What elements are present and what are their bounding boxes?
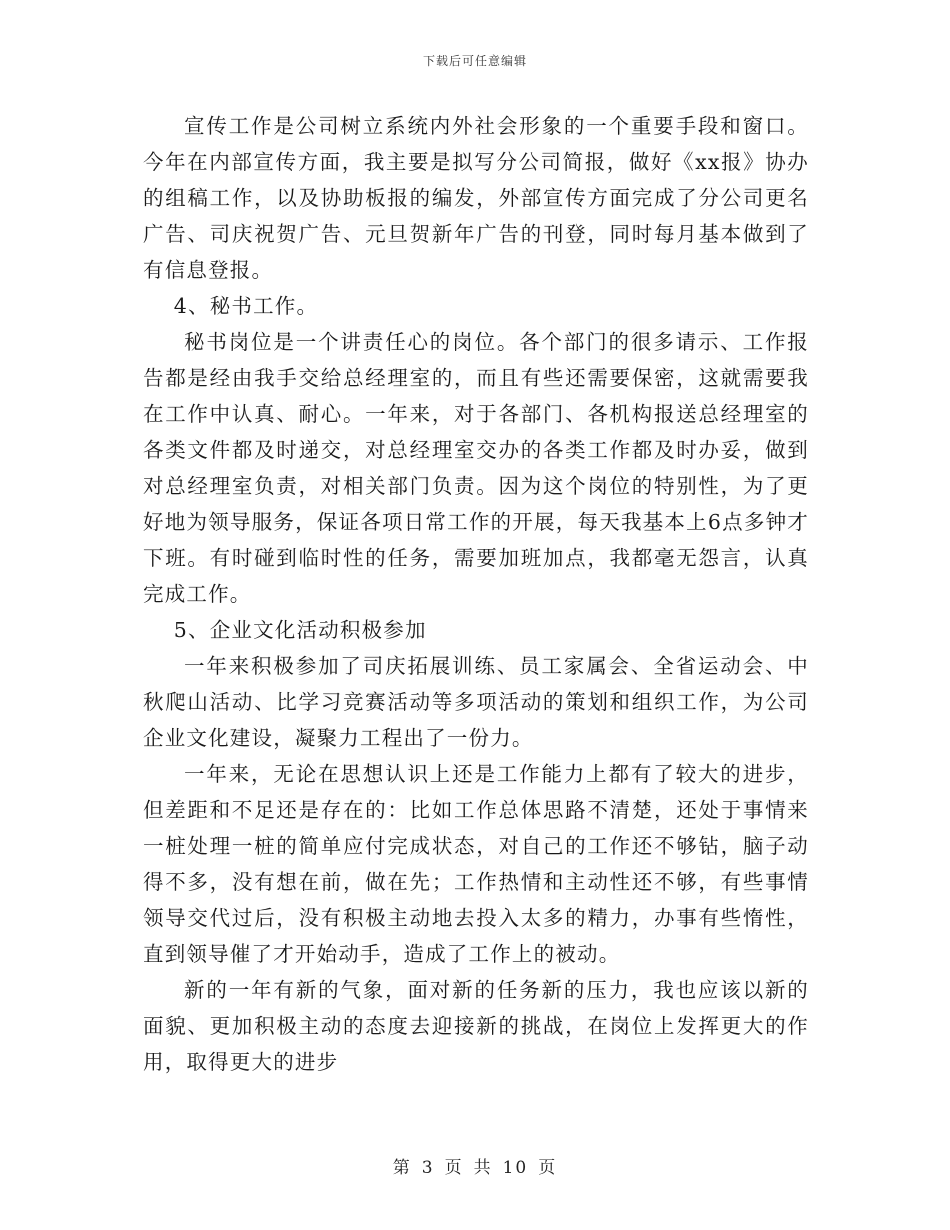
page-footer — [0, 1153, 950, 1178]
paragraph-shortcomings: 一年来，无论在思想认识上还是工作能力上都有了较大的进步，但差距和不足还是存在的：比如工作总体思路不清楚，还处于事情来一桩处理一桩的简单应付完成状态，对自己的工作还不够钻，脑子动得不多，没有想在前，做在先；工作热情和主动性还不够，有些事情领导交代过后，没有积极主动地去投入太多的精力，办事有些惰性，直到领导催了才开始动手，造成了工作上的被动。 — [143, 762, 809, 966]
paragraph-secretary: 秘书岗位是一个讲责任心的岗位。各个部门的很多请示、工作报告都是经由我手交给总经理室的，而且有些还需要保密，这就需要我在工作中认真、耐心。一年来，对于各部门、各机构报送总经理室的各类文件都及时递交，对总经理室交办的各类工作都及时办妥，做到对总经理室负责，对相关部门负责。因为这个岗位的特别性，为了更好地为领导服务，保证各项日常工作的开展，每天我基本上6点多钟才下班。有时碰到临时性的任务，需要加班加点，我都毫无怨言，认真完成工作。 — [143, 330, 809, 606]
footer-total-unit: 页 — [538, 1158, 558, 1178]
footer-prefix: 第 — [392, 1158, 412, 1178]
footer-total-prefix: 共 — [473, 1158, 493, 1178]
section-heading-secretary: 4、秘书工作。 — [173, 294, 319, 318]
paragraph-outlook: 新的一年有新的气象，面对新的任务新的压力，我也应该以新的面貌、更加积极主动的态度去迎接新的挑战，在岗位上发挥更大的作用，取得更大的进步 — [143, 978, 809, 1074]
footer-page-unit: 页 — [444, 1158, 464, 1178]
paragraph-culture: 一年来积极参加了司庆拓展训练、员工家属会、全省运动会、中秋爬山活动、比学习竞赛活动等多项活动的策划和组织工作，为公司企业文化建设，凝聚力工程出了一份力。 — [143, 654, 809, 750]
section-heading-culture: 5、企业文化活动积极参加 — [173, 618, 427, 642]
document-body — [143, 108, 809, 1080]
footer-total-pages: 10 — [502, 1158, 529, 1178]
page-header-note: 下载后可任意编辑 — [422, 54, 527, 68]
paragraph-publicity: 宣传工作是公司树立系统内外社会形象的一个重要手段和窗口。今年在内部宣传方面，我主要是拟写分公司简报，做好《xx报》协办的组稿工作，以及协助板报的编发，外部宣传方面完成了分公司更名广告、司庆祝贺广告、元旦贺新年广告的刊登，同时每月基本做到了有信息登报。 — [143, 114, 809, 282]
footer-page-number: 3 — [421, 1158, 435, 1178]
